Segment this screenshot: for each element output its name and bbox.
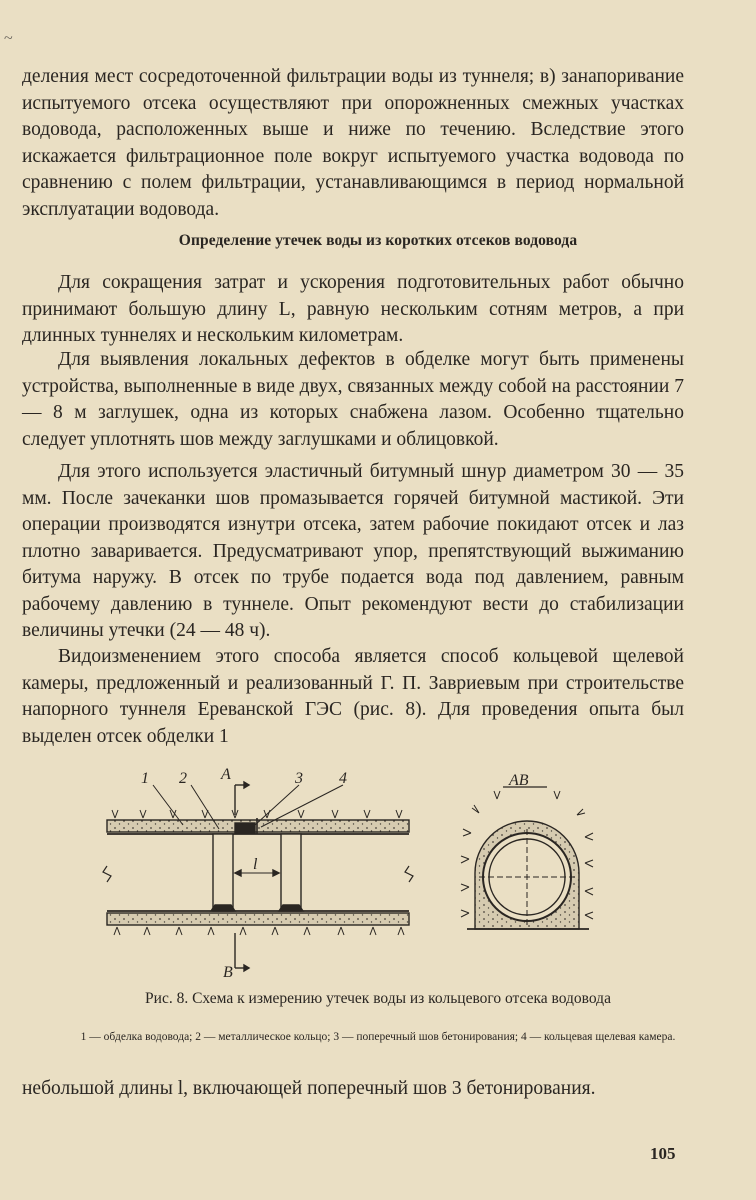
paragraph-2: Для сокращения затрат и ускорения подготовительных работ обычно принимают большую длину L, равную нескольким сотням метров, а при длинных туннелях и нескольким километрам. [22, 272, 684, 346]
paragraph-5: Видоизменением этого способа является способ кольцевой щелевой камеры, предложенный и реализованный Г. П. Завриевым при строительстве напорного туннеля Ереванской ГЭС (рис. 8). Для проведения опыта был выделен отсек обделки 1 [22, 646, 684, 747]
section-label-AB: АВ [509, 772, 529, 789]
paragraph-continued: деления мест сосредоточенной фильтрации воды из туннеля; в) занапоривание испытуемого отсека осуществляют при опорожненных смежных участках водовода, расположенных выше и ниже по течению. Вследствие этого искажается фильтрационное поле вокруг испытуемого участка водовода по сравнению с полем фильтрации, устанавливающимся в период нормальной эксплуатации водовода. [22, 66, 684, 220]
label-4: 4 [339, 770, 347, 787]
paragraph-6: небольшой длины l, включающей поперечный шов 3 бетонирования. [22, 1078, 596, 1099]
page-number: 105 [650, 1144, 676, 1163]
cross-section [461, 787, 593, 929]
label-1: 1 [141, 770, 149, 787]
label-l: l [253, 856, 258, 873]
label-3: 3 [295, 770, 303, 787]
paragraph-4: Для этого используется эластичный битумный шнур диаметром 30 — 35 мм. После зачеканки шов промазывается горячей битумной мастикой. Эти операции производятся изнутри отсека, затем рабочие покидают отсек и лаз плотно заваривается. Предусматривают упор, препятствующий выжиманию битума наружу. В отсек по трубе подается вода под давлением, равным рабочему давлению в туннеле. Опыт рекомендуют вести до стабилизации величины утечки (24 — 48 ч). [22, 461, 684, 641]
label-B: В [223, 964, 233, 978]
label-A: А [221, 766, 231, 783]
paragraph-3: Для выявления локальных дефектов в обделке могут быть применены устройства, выполненные в виде двух, связанных между собой на расстоянии 7 — 8 м заглушек, одна из которых снабжена лазом. Особенно тщательно следует уплотнять шов между заглушками и облицовкой. [22, 349, 684, 450]
margin-mark: ~ [4, 30, 13, 47]
figure-caption: Рис. 8. Схема к измерению утечек воды из кольцевого отсека водовода [145, 990, 611, 1007]
label-2: 2 [179, 770, 187, 787]
longitudinal-section [103, 782, 413, 971]
figure-8-diagram [95, 763, 635, 978]
section-heading: Определение утечек воды из коротких отсеков водовода [178, 232, 578, 249]
figure-legend: 1 — обделка водовода; 2 — металлическое кольцо; 3 — поперечный шов бетонирования; 4 — кольцевая щелевая камера. [80, 1031, 676, 1043]
